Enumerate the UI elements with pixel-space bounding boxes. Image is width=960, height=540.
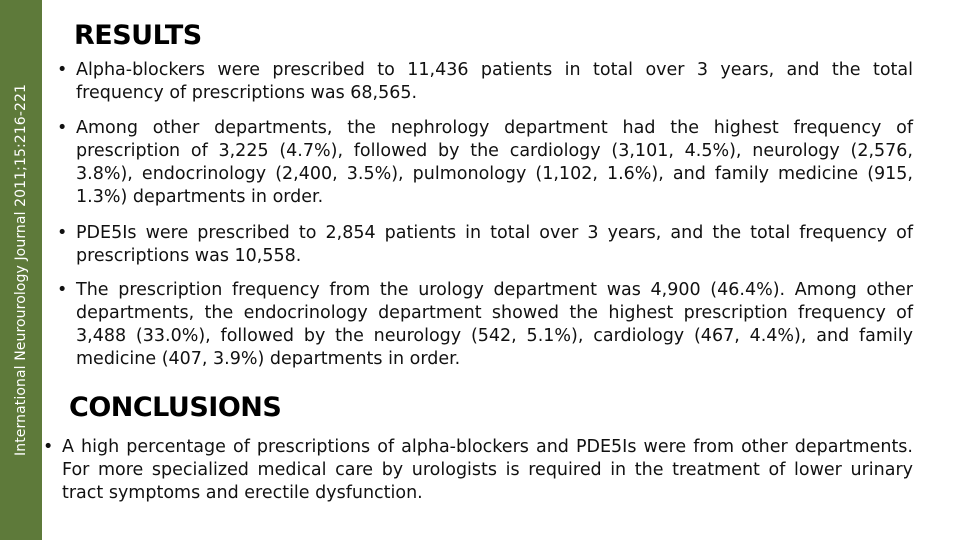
results-heading: RESULTS: [74, 20, 202, 51]
journal-side-bar: [0, 0, 42, 540]
bullet-text: PDE5Is were prescribed to 2,854 patients in total over 3 years, and the total frequency of prescriptions was 10,558.: [76, 223, 913, 266]
bullet-marker: •: [57, 60, 68, 80]
conclusions-heading: CONCLUSIONS: [69, 392, 282, 423]
bullet-marker: •: [43, 437, 54, 457]
results-bullet-1: [57, 59, 913, 105]
bullet-marker: •: [57, 223, 68, 243]
journal-citation: International Neurourology Journal 2011;15:216-221: [13, 84, 29, 456]
bullet-text: A high percentage of prescriptions of alpha-blockers and PDE5Is were from other departments. For more specialized medical care by urologists is required in the treatment of lower urinary tract symptoms and erectile dysfunction.: [62, 437, 913, 503]
conclusions-bullet-1: [43, 436, 913, 505]
results-bullet-3: [57, 222, 913, 268]
bullet-text: Among other departments, the nephrology department had the highest frequency of prescription of 3,225 (4.7%), followed by the cardiology (3,101, 4.5%), neurology (2,576, 3.8%), endocrinology (2,400, 3.5%), pulmonology (1,102, 1.6%), and family medicine (915, 1.3%) departments in order.: [76, 118, 913, 207]
results-bullet-2: [57, 117, 913, 209]
bullet-marker: •: [57, 118, 68, 138]
bullet-marker: •: [57, 280, 68, 300]
results-bullet-4: [57, 279, 913, 371]
bullet-text: Alpha-blockers were prescribed to 11,436 patients in total over 3 years, and the total frequency of prescriptions was 68,565.: [76, 60, 913, 103]
bullet-text: The prescription frequency from the urology department was 4,900 (46.4%). Among other departments, the endocrinology department showed the highest prescription frequency of 3,488 (33.0%), followed by the neurology (542, 5.1%), cardiology (467, 4.4%), and family medicine (407, 3.9%) departments in order.: [76, 280, 913, 369]
